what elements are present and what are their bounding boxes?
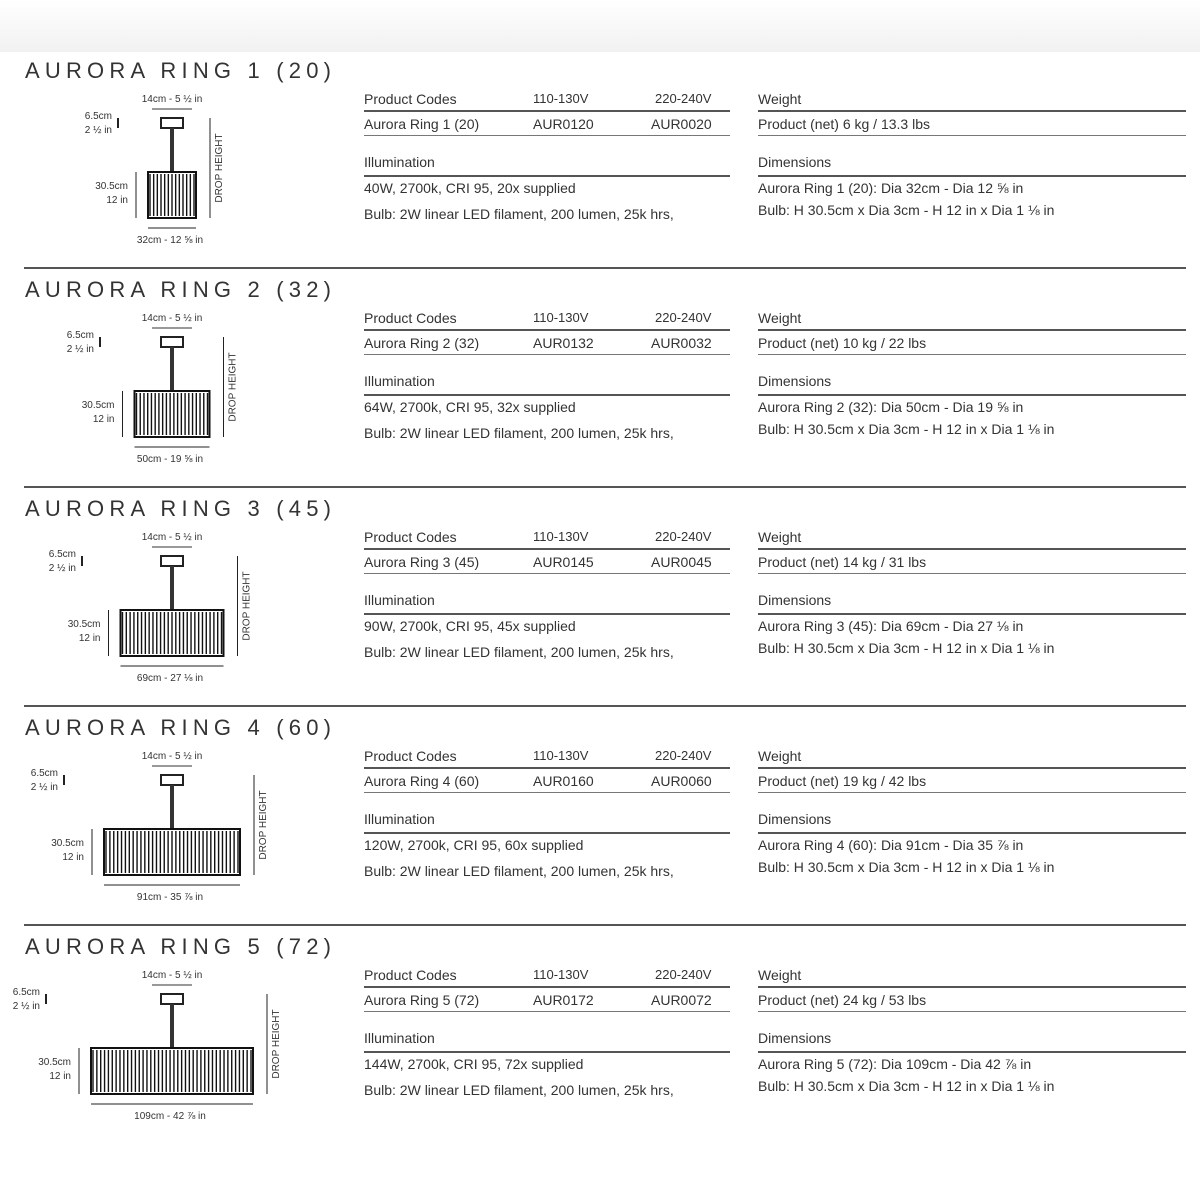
suspension-rod — [170, 566, 174, 610]
shade-height-cm: 30.5cm — [67, 619, 101, 630]
suspension-rod — [170, 347, 174, 391]
dimensions-rule — [758, 832, 1186, 834]
product-block — [0, 53, 1200, 272]
bulb-dimensions: Bulb: H 30.5cm x Dia 3cm - H 12 in x Dia 1 ⅛ in — [758, 640, 1055, 656]
suspension-rod — [170, 128, 174, 172]
product-name: Aurora Ring 1 (20) — [364, 116, 480, 132]
canopy-height-cm: 6.5cm — [30, 768, 58, 779]
dimensions-header: Dimensions — [758, 1030, 832, 1046]
canopy — [161, 118, 183, 128]
voltage-110-header: 110-130V — [533, 529, 589, 544]
shade-height-cm: 30.5cm — [81, 400, 115, 411]
product-block — [0, 272, 1200, 491]
dimensions-header: Dimensions — [758, 154, 832, 170]
dimensions-rule — [758, 175, 1186, 177]
canopy-width-label: 14cm - 5 ½ in — [141, 751, 203, 762]
weight-underline — [758, 354, 1186, 355]
weight-header: Weight — [758, 529, 802, 545]
voltage-220-header: 220-240V — [655, 310, 712, 325]
voltage-220-header: 220-240V — [655, 748, 712, 763]
canopy-height-cm: 6.5cm — [84, 111, 112, 122]
codes-rule — [364, 986, 730, 988]
weight-underline — [758, 1011, 1186, 1012]
product-block — [0, 710, 1200, 929]
bulb-dimensions: Bulb: H 30.5cm x Dia 3cm - H 12 in x Dia 1 ⅛ in — [758, 1078, 1055, 1094]
product-block — [0, 491, 1200, 710]
weight-rule — [758, 329, 1186, 331]
section-separator — [24, 705, 1186, 707]
codes-underline — [364, 792, 730, 793]
bulb-spec: Bulb: 2W linear LED filament, 200 lumen, 25k hrs, — [364, 1082, 674, 1098]
weight-rule — [758, 110, 1186, 112]
shade-height-cm: 30.5cm — [38, 1057, 71, 1068]
canopy-width-label: 14cm - 5 ½ in — [141, 94, 203, 105]
diameter-label: 32cm - 12 ⅝ in — [136, 235, 204, 246]
product-codes-header: Product Codes — [364, 748, 457, 764]
illumination-header: Illumination — [364, 373, 435, 389]
canopy — [161, 994, 183, 1004]
weight-header: Weight — [758, 748, 802, 764]
codes-underline — [364, 135, 730, 136]
dimensions-value: Aurora Ring 5 (72): Dia 109cm - Dia 42 ⅞ in — [758, 1056, 1032, 1072]
product-codes-header: Product Codes — [364, 310, 457, 326]
weight-underline — [758, 573, 1186, 574]
dimensions-value: Aurora Ring 3 (45): Dia 69cm - Dia 27 ⅛ in — [758, 618, 1024, 634]
shade-height-cm: 30.5cm — [51, 838, 84, 849]
product-codes-header: Product Codes — [364, 967, 457, 983]
dimensions-rule — [758, 613, 1186, 615]
section-separator — [24, 486, 1186, 488]
codes-rule — [364, 548, 730, 550]
voltage-220-header: 220-240V — [655, 529, 712, 544]
bulb-spec: Bulb: 2W linear LED filament, 200 lumen, 25k hrs, — [364, 863, 674, 879]
code-110v: AUR0160 — [533, 773, 594, 789]
code-110v: AUR0145 — [533, 554, 594, 570]
weight-value: Product (net) 24 kg / 53 lbs — [758, 992, 927, 1008]
shade-frame — [135, 391, 210, 437]
canopy — [161, 556, 183, 566]
bulb-dimensions: Bulb: H 30.5cm x Dia 3cm - H 12 in x Dia 1 ⅛ in — [758, 202, 1055, 218]
shade-height-in: 12 in — [62, 852, 84, 863]
product-codes-header: Product Codes — [364, 91, 457, 107]
shade-height-in: 12 in — [106, 195, 128, 206]
product-title: AURORA RING 1 (20) — [25, 58, 337, 83]
bulb-spec: Bulb: 2W linear LED filament, 200 lumen, 25k hrs, — [364, 206, 674, 222]
canopy-height-in: 2 ½ in — [84, 125, 112, 136]
product-name: Aurora Ring 3 (45) — [364, 554, 480, 570]
illumination-value: 144W, 2700k, CRI 95, 72x supplied — [364, 1056, 584, 1072]
dimensions-value: Aurora Ring 1 (20): Dia 32cm - Dia 12 ⅝ in — [758, 180, 1024, 196]
voltage-110-header: 110-130V — [533, 967, 589, 982]
code-220v: AUR0032 — [651, 335, 712, 351]
shade-height-cm: 30.5cm — [95, 181, 128, 192]
weight-value: Product (net) 19 kg / 42 lbs — [758, 773, 927, 789]
section-separator — [24, 924, 1186, 926]
product-name: Aurora Ring 4 (60) — [364, 773, 480, 789]
pendant-diagram — [0, 710, 360, 929]
codes-rule — [364, 110, 730, 112]
drop-height-label: DROP HEIGHT — [227, 352, 239, 422]
pendant-diagram — [0, 929, 360, 1148]
drop-height-label: DROP HEIGHT — [241, 571, 253, 641]
illumination-header: Illumination — [364, 154, 435, 170]
code-220v: AUR0072 — [651, 992, 712, 1008]
voltage-110-header: 110-130V — [533, 310, 589, 325]
illumination-header: Illumination — [364, 811, 435, 827]
suspension-rod — [170, 1004, 174, 1048]
weight-value: Product (net) 6 kg / 13.3 lbs — [758, 116, 930, 132]
illumination-rule — [364, 1051, 730, 1053]
section-separator — [24, 267, 1186, 269]
illumination-value: 120W, 2700k, CRI 95, 60x supplied — [364, 837, 584, 853]
canopy-height-cm: 6.5cm — [12, 987, 40, 998]
illumination-rule — [364, 175, 730, 177]
page-top-shade — [0, 0, 1200, 52]
canopy-width-label: 14cm - 5 ½ in — [141, 532, 203, 543]
canopy-height-in: 2 ½ in — [30, 782, 58, 793]
dimensions-value: Aurora Ring 2 (32): Dia 50cm - Dia 19 ⅝ in — [758, 399, 1024, 415]
bulb-spec: Bulb: 2W linear LED filament, 200 lumen, 25k hrs, — [364, 644, 674, 660]
diameter-label: 50cm - 19 ⅝ in — [136, 454, 204, 465]
weight-header: Weight — [758, 310, 802, 326]
canopy-height-cm: 6.5cm — [66, 330, 94, 341]
code-220v: AUR0045 — [651, 554, 712, 570]
code-110v: AUR0172 — [533, 992, 594, 1008]
pendant-diagram — [0, 53, 360, 272]
diameter-label: 91cm - 35 ⅞ in — [136, 892, 204, 903]
codes-rule — [364, 329, 730, 331]
diameter-label: 69cm - 27 ⅛ in — [136, 673, 204, 684]
code-220v: AUR0060 — [651, 773, 712, 789]
illumination-value: 40W, 2700k, CRI 95, 20x supplied — [364, 180, 576, 196]
product-name: Aurora Ring 5 (72) — [364, 992, 480, 1008]
dimensions-header: Dimensions — [758, 592, 832, 608]
weight-rule — [758, 986, 1186, 988]
bulb-spec: Bulb: 2W linear LED filament, 200 lumen, 25k hrs, — [364, 425, 674, 441]
canopy-height-in: 2 ½ in — [66, 344, 94, 355]
drop-height-label: DROP HEIGHT — [214, 133, 225, 203]
pendant-diagram — [0, 491, 360, 710]
voltage-110-header: 110-130V — [533, 748, 589, 763]
code-110v: AUR0120 — [533, 116, 594, 132]
illumination-value: 64W, 2700k, CRI 95, 32x supplied — [364, 399, 576, 415]
weight-underline — [758, 135, 1186, 136]
dimensions-header: Dimensions — [758, 811, 832, 827]
illumination-rule — [364, 394, 730, 396]
product-name: Aurora Ring 2 (32) — [364, 335, 480, 351]
dimensions-rule — [758, 1051, 1186, 1053]
pendant-diagram — [0, 272, 360, 491]
code-110v: AUR0132 — [533, 335, 594, 351]
canopy — [161, 775, 183, 785]
canopy-height-in: 2 ½ in — [12, 1001, 40, 1012]
canopy-width-label: 14cm - 5 ½ in — [141, 970, 203, 981]
product-title: AURORA RING 3 (45) — [25, 496, 337, 521]
dimensions-header: Dimensions — [758, 373, 832, 389]
shade-height-in: 12 in — [49, 1071, 71, 1082]
illumination-value: 90W, 2700k, CRI 95, 45x supplied — [364, 618, 576, 634]
diameter-label: 109cm - 42 ⅞ in — [134, 1111, 206, 1122]
code-220v: AUR0020 — [651, 116, 712, 132]
voltage-220-header: 220-240V — [655, 91, 712, 106]
canopy-width-label: 14cm - 5 ½ in — [141, 313, 203, 324]
illumination-rule — [364, 613, 730, 615]
shade-height-in: 12 in — [78, 633, 101, 644]
weight-header: Weight — [758, 91, 802, 107]
weight-header: Weight — [758, 967, 802, 983]
illumination-header: Illumination — [364, 592, 435, 608]
product-codes-header: Product Codes — [364, 529, 457, 545]
codes-underline — [364, 1011, 730, 1012]
product-title: AURORA RING 2 (32) — [25, 277, 337, 302]
codes-rule — [364, 767, 730, 769]
bulb-dimensions: Bulb: H 30.5cm x Dia 3cm - H 12 in x Dia 1 ⅛ in — [758, 421, 1055, 437]
weight-value: Product (net) 10 kg / 22 lbs — [758, 335, 927, 351]
illumination-header: Illumination — [364, 1030, 435, 1046]
voltage-110-header: 110-130V — [533, 91, 589, 106]
product-title: AURORA RING 5 (72) — [25, 934, 337, 959]
codes-underline — [364, 354, 730, 355]
codes-underline — [364, 573, 730, 574]
suspension-rod — [170, 785, 174, 829]
canopy-height-cm: 6.5cm — [48, 549, 76, 560]
shade-height-in: 12 in — [92, 414, 115, 425]
voltage-220-header: 220-240V — [655, 967, 712, 982]
bulb-dimensions: Bulb: H 30.5cm x Dia 3cm - H 12 in x Dia 1 ⅛ in — [758, 859, 1055, 875]
dimensions-rule — [758, 394, 1186, 396]
drop-height-label: DROP HEIGHT — [258, 790, 269, 860]
weight-rule — [758, 767, 1186, 769]
weight-rule — [758, 548, 1186, 550]
product-title: AURORA RING 4 (60) — [25, 715, 337, 740]
weight-value: Product (net) 14 kg / 31 lbs — [758, 554, 927, 570]
dimensions-value: Aurora Ring 4 (60): Dia 91cm - Dia 35 ⅞ in — [758, 837, 1024, 853]
product-block — [0, 929, 1200, 1148]
drop-height-label: DROP HEIGHT — [271, 1009, 282, 1079]
shade-frame — [91, 1048, 253, 1094]
canopy — [161, 337, 183, 347]
canopy-height-in: 2 ½ in — [48, 563, 76, 574]
illumination-rule — [364, 832, 730, 834]
weight-underline — [758, 792, 1186, 793]
